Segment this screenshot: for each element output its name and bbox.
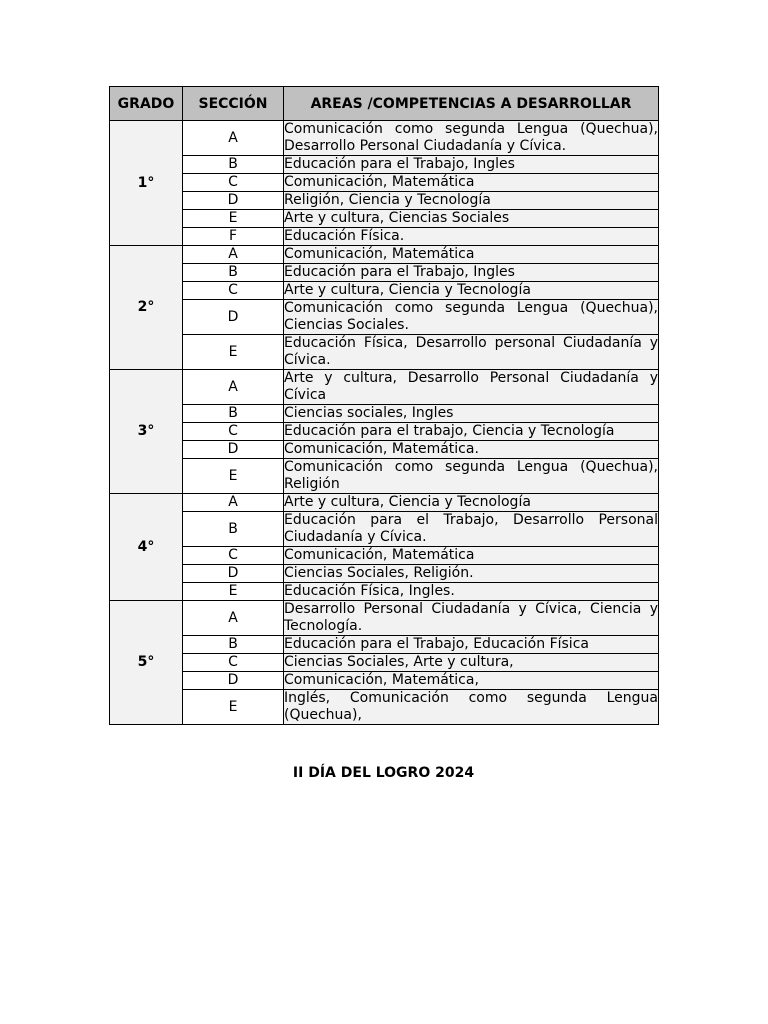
areas-cell: Educación Física, Desarrollo personal Ciudadanía y Cívica. (284, 335, 658, 368)
table-row (110, 583, 659, 601)
seccion-cell: D (183, 441, 284, 459)
areas-cell: Arte y cultura, Ciencia y Tecnología (284, 282, 659, 300)
areas-cell: Comunicación como segunda Lengua (Quechua), Desarrollo Personal Ciudadanía y Cívica. (284, 121, 658, 154)
seccion-cell: E (183, 690, 284, 725)
table-row (110, 459, 659, 494)
grado-cell: 5° (110, 601, 183, 725)
areas-cell: Arte y cultura, Ciencias Sociales (284, 210, 659, 228)
table-row (110, 405, 659, 423)
table-row (110, 174, 659, 192)
table-row (110, 282, 659, 300)
table-row (110, 210, 659, 228)
table-row (110, 121, 659, 156)
grado-cell: 2° (110, 246, 183, 370)
table-row (110, 690, 659, 725)
seccion-cell: A (183, 494, 284, 512)
areas-cell: Religión, Ciencia y Tecnología (284, 192, 659, 210)
table-row (110, 300, 659, 335)
table-row (110, 512, 659, 547)
areas-cell: Comunicación como segunda Lengua (Quechua), Ciencias Sociales. (284, 300, 658, 333)
table-row (110, 672, 659, 690)
areas-cell: Educación para el Trabajo, Desarrollo Personal Ciudadanía y Cívica. (284, 512, 658, 545)
areas-cell: Comunicación, Matemática (284, 174, 659, 192)
seccion-cell: B (183, 156, 284, 174)
table-body (110, 121, 659, 725)
areas-cell: Comunicación, Matemática. (284, 441, 659, 459)
table-row (110, 547, 659, 565)
seccion-cell: C (183, 654, 284, 672)
footer-title: II DÍA DEL LOGRO 2024 (292, 765, 475, 781)
areas-cell: Desarrollo Personal Ciudadanía y Cívica, Ciencia y Tecnología. (284, 601, 658, 634)
seccion-cell: D (183, 300, 284, 335)
table-header-row (110, 87, 659, 121)
header-seccion: SECCIÓN (183, 87, 284, 121)
areas-cell: Comunicación, Matemática (284, 547, 659, 565)
grado-cell: 1° (110, 121, 183, 246)
table-row (110, 192, 659, 210)
seccion-cell: A (183, 246, 284, 264)
seccion-cell: A (183, 121, 284, 156)
table-row (110, 335, 659, 370)
areas-cell: Educación Física, Ingles. (284, 583, 659, 601)
seccion-cell: D (183, 192, 284, 210)
grado-cell: 3° (110, 370, 183, 494)
table-row (110, 423, 659, 441)
table-row (110, 156, 659, 174)
areas-cell: Arte y cultura, Desarrollo Personal Ciudadanía y Cívica (284, 370, 658, 403)
areas-cell: Inglés, Comunicación como segunda Lengua (Quechua), (284, 690, 658, 723)
table-row (110, 228, 659, 246)
areas-cell: Educación para el trabajo, Ciencia y Tecnología (284, 423, 659, 441)
seccion-cell: E (183, 583, 284, 601)
seccion-cell: B (183, 512, 284, 547)
areas-cell: Educación Física. (284, 228, 659, 246)
seccion-cell: E (183, 459, 284, 494)
seccion-cell: E (183, 335, 284, 370)
table-row (110, 601, 659, 636)
table-row (110, 565, 659, 583)
grado-cell: 4° (110, 494, 183, 601)
seccion-cell: E (183, 210, 284, 228)
seccion-cell: C (183, 423, 284, 441)
seccion-cell: F (183, 228, 284, 246)
areas-cell: Ciencias sociales, Ingles (284, 405, 659, 423)
table-row (110, 441, 659, 459)
seccion-cell: B (183, 405, 284, 423)
areas-cell: Ciencias Sociales, Arte y cultura, (284, 654, 659, 672)
areas-cell: Comunicación, Matemática (284, 246, 659, 264)
seccion-cell: D (183, 565, 284, 583)
areas-cell: Comunicación, Matemática, (284, 672, 659, 690)
areas-cell: Arte y cultura, Ciencia y Tecnología (284, 494, 659, 512)
seccion-cell: A (183, 601, 284, 636)
seccion-cell: C (183, 282, 284, 300)
table-row (110, 636, 659, 654)
table-row (110, 264, 659, 282)
seccion-cell: A (183, 370, 284, 405)
seccion-cell: C (183, 547, 284, 565)
table-row (110, 246, 659, 264)
areas-cell: Comunicación como segunda Lengua (Quechua), Religión (284, 459, 658, 492)
areas-cell: Educación para el Trabajo, Ingles (284, 156, 659, 174)
seccion-cell: C (183, 174, 284, 192)
table-row (110, 494, 659, 512)
table-row (110, 654, 659, 672)
areas-cell: Educación para el Trabajo, Ingles (284, 264, 659, 282)
header-grado: GRADO (110, 87, 183, 121)
table-row (110, 370, 659, 405)
header-areas: AREAS /COMPETENCIAS A DESARROLLAR (284, 87, 659, 121)
areas-table-container (109, 86, 658, 725)
areas-table (109, 86, 659, 725)
seccion-cell: D (183, 672, 284, 690)
areas-cell: Ciencias Sociales, Religión. (284, 565, 659, 583)
seccion-cell: B (183, 264, 284, 282)
areas-cell: Educación para el Trabajo, Educación Física (284, 636, 659, 654)
seccion-cell: B (183, 636, 284, 654)
